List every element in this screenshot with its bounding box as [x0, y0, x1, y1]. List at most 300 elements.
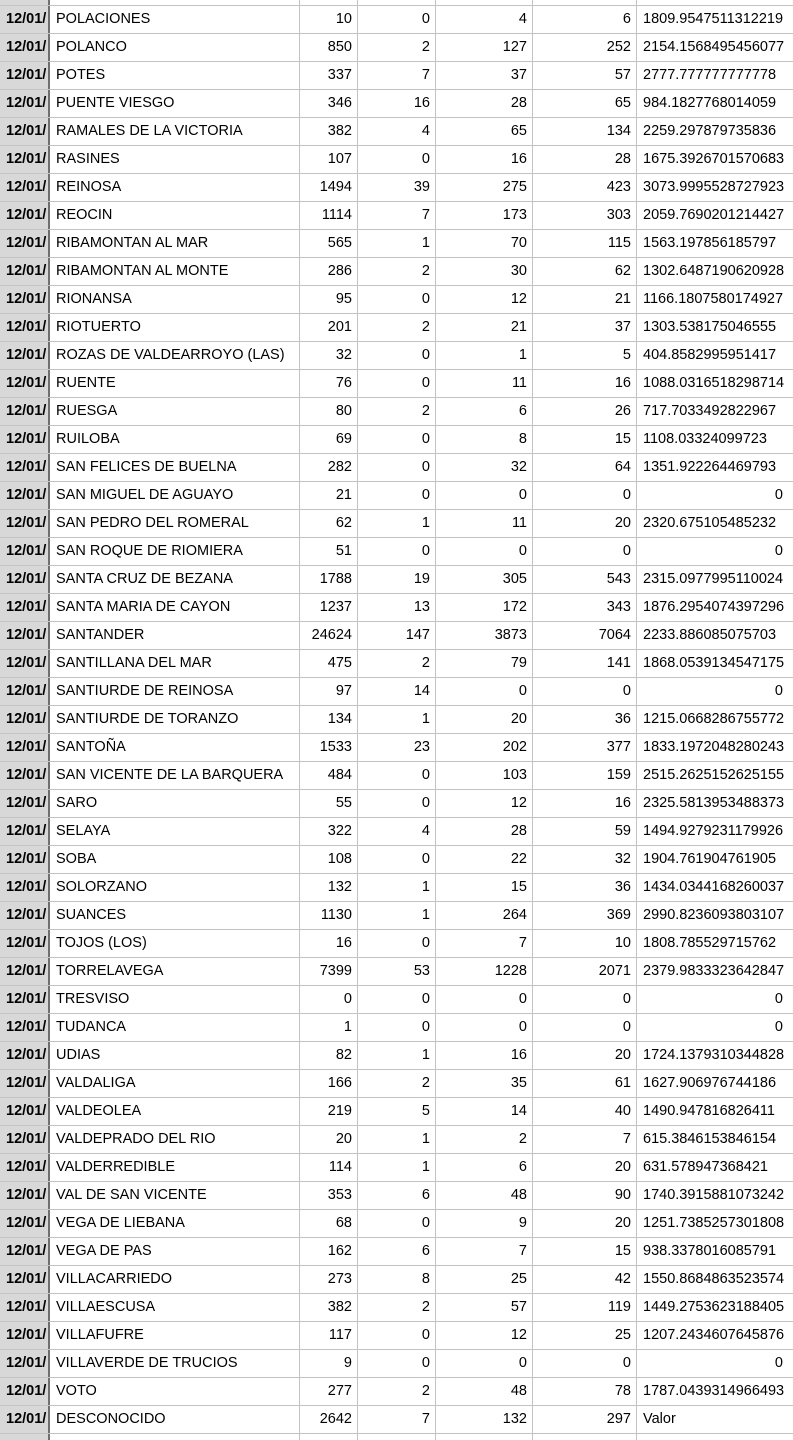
cell-date[interactable]: 12/01/ [0, 118, 50, 145]
cell-n1[interactable]: 273 [300, 1266, 358, 1293]
cell-last-value[interactable]: 1215.0668286755772 [643, 711, 785, 727]
cell-last-value[interactable]: 1088.0316518298714 [643, 375, 785, 391]
cell-n3[interactable]: 9 [436, 1210, 533, 1237]
cell-n4[interactable]: 0 [533, 678, 637, 705]
cell-n3[interactable]: 15 [436, 874, 533, 901]
cell-municipality[interactable]: VEGA DE LIEBANA [50, 1210, 300, 1237]
cell-n3[interactable]: 2 [436, 1126, 533, 1153]
cell-n3[interactable]: 16 [436, 1042, 533, 1069]
cell-n4[interactable]: 303 [533, 202, 637, 229]
cell-n1[interactable]: 1237 [300, 594, 358, 621]
cell-n4[interactable]: 134 [533, 118, 637, 145]
cell-n2[interactable]: 1 [358, 902, 436, 929]
cell-municipality[interactable]: RUESGA [50, 398, 300, 425]
cell-municipality[interactable]: SOBA [50, 846, 300, 873]
cell-n3[interactable]: 22 [436, 846, 533, 873]
cell-date[interactable]: 12/01/ [0, 342, 50, 369]
cell-n4[interactable]: 90 [533, 1182, 637, 1209]
cell-n2[interactable]: 1 [358, 1154, 436, 1181]
cell-date[interactable]: 12/01/ [0, 454, 50, 481]
cell-n2[interactable]: 5 [358, 1098, 436, 1125]
cell-n1[interactable]: 565 [300, 230, 358, 257]
cell-n2[interactable]: 0 [358, 1350, 436, 1377]
cell-n1[interactable]: 32 [300, 342, 358, 369]
cell-date[interactable]: 12/01/ [0, 202, 50, 229]
cell-n2[interactable]: 0 [358, 286, 436, 313]
cell-n1[interactable]: 82 [300, 1042, 358, 1069]
cell-municipality[interactable]: RIBAMONTAN AL MONTE [50, 258, 300, 285]
cell-last-value[interactable]: 2059.7690201214427 [643, 207, 785, 223]
cell-n4[interactable]: 16 [533, 370, 637, 397]
cell-n1[interactable]: 382 [300, 1294, 358, 1321]
cell-date[interactable]: 12/01/ [0, 1322, 50, 1349]
cell-n2[interactable]: 6 [358, 1182, 436, 1209]
cell-n1[interactable]: 51 [300, 538, 358, 565]
cell-n2[interactable]: 0 [358, 762, 436, 789]
cell-date[interactable]: 12/01/ [0, 1266, 50, 1293]
cell-n1[interactable]: 166 [300, 1070, 358, 1097]
cell-date[interactable]: 12/01/ [0, 482, 50, 509]
cell-n2[interactable]: 53 [358, 958, 436, 985]
partial-cell-date[interactable] [0, 0, 50, 5]
cell-n1[interactable]: 21 [300, 482, 358, 509]
cell-n4[interactable]: 42 [533, 1266, 637, 1293]
cell-n4[interactable]: 119 [533, 1294, 637, 1321]
cell-last-value[interactable]: 0 [774, 1019, 783, 1035]
cell-n2[interactable]: 2 [358, 650, 436, 677]
cell-municipality[interactable]: VILLACARRIEDO [50, 1266, 300, 1293]
cell-n2[interactable]: 23 [358, 734, 436, 761]
cell-last-value[interactable]: 1627.906976744186 [643, 1075, 777, 1091]
cell-last-value[interactable]: 984.1827768014059 [643, 95, 777, 111]
cell-last-value[interactable]: 3073.9995528727923 [643, 179, 785, 195]
cell-n2[interactable]: 0 [358, 538, 436, 565]
cell-last-value[interactable]: 1550.8684863523574 [643, 1271, 785, 1287]
cell-last-value[interactable]: 1207.2434607645876 [643, 1327, 785, 1343]
cell-last-value[interactable]: 2154.1568495456077 [643, 39, 785, 55]
cell-n3[interactable]: 0 [436, 678, 533, 705]
cell-n3[interactable]: 21 [436, 314, 533, 341]
cell-n1[interactable]: 20 [300, 1126, 358, 1153]
cell-date[interactable]: 12/01/ [0, 90, 50, 117]
cell-municipality[interactable]: VALDEOLEA [50, 1098, 300, 1125]
cell-n2[interactable]: 2 [358, 314, 436, 341]
cell-municipality[interactable]: VOTO [50, 1378, 300, 1405]
cell-n3[interactable]: 0 [436, 1350, 533, 1377]
cell-n4[interactable]: 62 [533, 258, 637, 285]
cell-n3[interactable]: 4 [436, 6, 533, 33]
cell-n4[interactable]: 16 [533, 790, 637, 817]
cell-municipality[interactable]: POTES [50, 62, 300, 89]
cell-last-value[interactable]: 404.8582995951417 [643, 347, 777, 363]
cell-n4[interactable]: 0 [533, 538, 637, 565]
cell-date[interactable]: 12/01/ [0, 1210, 50, 1237]
cell-n1[interactable]: 1130 [300, 902, 358, 929]
cell-n3[interactable]: 0 [436, 986, 533, 1013]
cell-n2[interactable]: 7 [358, 1406, 436, 1433]
cell-last-value[interactable]: 1108.03324099723 [643, 431, 767, 447]
cell-last-value[interactable]: 1787.0439314966493 [643, 1383, 785, 1399]
cell-municipality[interactable]: UDIAS [50, 1042, 300, 1069]
cell-n2[interactable]: 1 [358, 510, 436, 537]
cell-n1[interactable]: 475 [300, 650, 358, 677]
cell-municipality[interactable]: VALDERREDIBLE [50, 1154, 300, 1181]
cell-n4[interactable]: 21 [533, 286, 637, 313]
cell-n2[interactable]: 0 [358, 6, 436, 33]
cell-n1[interactable]: 9 [300, 1350, 358, 1377]
cell-date[interactable]: 12/01/ [0, 790, 50, 817]
cell-municipality[interactable]: RASINES [50, 146, 300, 173]
cell-n2[interactable]: 4 [358, 118, 436, 145]
cell-n4[interactable]: 343 [533, 594, 637, 621]
cell-n3[interactable]: 70 [436, 230, 533, 257]
cell-last-value[interactable]: 938.3378016085791 [643, 1243, 777, 1259]
cell-n2[interactable]: 13 [358, 594, 436, 621]
cell-municipality[interactable]: VALDEPRADO DEL RIO [50, 1126, 300, 1153]
cell-date[interactable]: 12/01/ [0, 818, 50, 845]
cell-n2[interactable]: 1 [358, 706, 436, 733]
partial-cell-n3[interactable] [436, 1434, 533, 1440]
cell-n1[interactable]: 97 [300, 678, 358, 705]
cell-n3[interactable]: 14 [436, 1098, 533, 1125]
cell-date[interactable]: 12/01/ [0, 510, 50, 537]
cell-n3[interactable]: 0 [436, 482, 533, 509]
cell-n3[interactable]: 1228 [436, 958, 533, 985]
cell-municipality[interactable]: ROZAS DE VALDEARROYO (LAS) [50, 342, 300, 369]
cell-municipality[interactable]: TUDANCA [50, 1014, 300, 1041]
cell-n4[interactable]: 0 [533, 482, 637, 509]
cell-n1[interactable]: 107 [300, 146, 358, 173]
cell-n1[interactable]: 322 [300, 818, 358, 845]
cell-date[interactable]: 12/01/ [0, 930, 50, 957]
cell-municipality[interactable]: POLACIONES [50, 6, 300, 33]
cell-n3[interactable]: 32 [436, 454, 533, 481]
cell-n3[interactable]: 173 [436, 202, 533, 229]
cell-n1[interactable]: 132 [300, 874, 358, 901]
cell-last-value[interactable]: 0 [774, 991, 783, 1007]
cell-n3[interactable]: 172 [436, 594, 533, 621]
cell-last-value[interactable]: 2515.2625152625155 [643, 767, 785, 783]
cell-municipality[interactable]: DESCONOCIDO [50, 1406, 300, 1433]
cell-last-value[interactable]: 0 [774, 487, 783, 503]
cell-municipality[interactable]: VALDALIGA [50, 1070, 300, 1097]
cell-n4[interactable]: 59 [533, 818, 637, 845]
cell-n2[interactable]: 6 [358, 1238, 436, 1265]
cell-date[interactable]: 12/01/ [0, 622, 50, 649]
cell-n2[interactable]: 14 [358, 678, 436, 705]
cell-municipality[interactable]: SANTIURDE DE REINOSA [50, 678, 300, 705]
cell-n2[interactable]: 2 [358, 1378, 436, 1405]
cell-n2[interactable]: 1 [358, 230, 436, 257]
cell-n3[interactable]: 6 [436, 1154, 533, 1181]
cell-n1[interactable]: 117 [300, 1322, 358, 1349]
cell-n3[interactable]: 25 [436, 1266, 533, 1293]
cell-municipality[interactable]: RIBAMONTAN AL MAR [50, 230, 300, 257]
cell-n1[interactable]: 108 [300, 846, 358, 873]
cell-date[interactable]: 12/01/ [0, 62, 50, 89]
cell-n4[interactable]: 2071 [533, 958, 637, 985]
cell-last-value[interactable]: 1490.947816826411 [643, 1103, 775, 1119]
cell-date[interactable]: 12/01/ [0, 398, 50, 425]
cell-n1[interactable]: 353 [300, 1182, 358, 1209]
cell-n2[interactable]: 39 [358, 174, 436, 201]
cell-date[interactable]: 12/01/ [0, 1238, 50, 1265]
cell-municipality[interactable]: SAN VICENTE DE LA BARQUERA [50, 762, 300, 789]
cell-n2[interactable]: 7 [358, 202, 436, 229]
cell-n3[interactable]: 28 [436, 818, 533, 845]
cell-n4[interactable]: 28 [533, 146, 637, 173]
cell-n2[interactable]: 1 [358, 1126, 436, 1153]
cell-date[interactable]: 12/01/ [0, 1182, 50, 1209]
cell-n3[interactable]: 20 [436, 706, 533, 733]
cell-n1[interactable]: 162 [300, 1238, 358, 1265]
cell-n2[interactable]: 2 [358, 398, 436, 425]
cell-last-value[interactable]: 1494.9279231179926 [643, 823, 784, 839]
cell-last-value[interactable]: 0 [774, 683, 783, 699]
cell-n4[interactable]: 37 [533, 314, 637, 341]
cell-date[interactable]: 12/01/ [0, 986, 50, 1013]
cell-n3[interactable]: 57 [436, 1294, 533, 1321]
cell-n2[interactable]: 19 [358, 566, 436, 593]
cell-date[interactable]: 12/01/ [0, 34, 50, 61]
cell-date[interactable]: 12/01/ [0, 426, 50, 453]
cell-n4[interactable]: 297 [533, 1406, 637, 1433]
cell-last-value[interactable]: 1302.6487190620928 [643, 263, 785, 279]
cell-date[interactable]: 12/01/ [0, 846, 50, 873]
cell-last-value[interactable]: 1563.197856185797 [643, 235, 777, 251]
cell-n4[interactable]: 10 [533, 930, 637, 957]
cell-date[interactable]: 12/01/ [0, 734, 50, 761]
cell-date[interactable]: 12/01/ [0, 706, 50, 733]
cell-n4[interactable]: 5 [533, 342, 637, 369]
cell-date[interactable]: 12/01/ [0, 174, 50, 201]
cell-n2[interactable]: 0 [358, 790, 436, 817]
cell-date[interactable]: 12/01/ [0, 1014, 50, 1041]
cell-n3[interactable]: 37 [436, 62, 533, 89]
cell-n4[interactable]: 20 [533, 1210, 637, 1237]
cell-date[interactable]: 12/01/ [0, 538, 50, 565]
cell-municipality[interactable]: RAMALES DE LA VICTORIA [50, 118, 300, 145]
cell-n1[interactable]: 80 [300, 398, 358, 425]
cell-date[interactable]: 12/01/ [0, 594, 50, 621]
cell-n4[interactable]: 65 [533, 90, 637, 117]
cell-n2[interactable]: 0 [358, 1322, 436, 1349]
cell-last-value[interactable]: 717.7033492822967 [643, 403, 777, 419]
cell-n3[interactable]: 11 [436, 510, 533, 537]
cell-n2[interactable]: 8 [358, 1266, 436, 1293]
partial-cell-n1[interactable] [300, 0, 358, 5]
cell-municipality[interactable]: SOLORZANO [50, 874, 300, 901]
cell-n1[interactable]: 2642 [300, 1406, 358, 1433]
cell-municipality[interactable]: VAL DE SAN VICENTE [50, 1182, 300, 1209]
cell-last-value[interactable]: 2990.8236093803107 [643, 907, 785, 923]
cell-n4[interactable]: 7064 [533, 622, 637, 649]
cell-municipality[interactable]: SAN ROQUE DE RIOMIERA [50, 538, 300, 565]
cell-n2[interactable]: 0 [358, 454, 436, 481]
cell-n4[interactable]: 369 [533, 902, 637, 929]
cell-municipality[interactable]: SANTA MARIA DE CAYON [50, 594, 300, 621]
cell-n4[interactable]: 423 [533, 174, 637, 201]
cell-municipality[interactable]: SAN FELICES DE BUELNA [50, 454, 300, 481]
cell-date[interactable]: 12/01/ [0, 1350, 50, 1377]
cell-last-value[interactable]: 1166.1807580174927 [643, 291, 784, 307]
cell-n1[interactable]: 1788 [300, 566, 358, 593]
cell-n4[interactable]: 36 [533, 706, 637, 733]
cell-municipality[interactable]: PUENTE VIESGO [50, 90, 300, 117]
cell-n3[interactable]: 3873 [436, 622, 533, 649]
cell-last-value[interactable]: 2315.0977995110024 [643, 571, 784, 587]
cell-n2[interactable]: 7 [358, 62, 436, 89]
cell-n3[interactable]: 8 [436, 426, 533, 453]
cell-municipality[interactable]: VILLAESCUSA [50, 1294, 300, 1321]
cell-last-value[interactable]: 0 [774, 543, 783, 559]
cell-last-value[interactable]: 631.578947368421 [643, 1159, 768, 1175]
cell-date[interactable]: 12/01/ [0, 650, 50, 677]
cell-date[interactable]: 12/01/ [0, 958, 50, 985]
cell-last-value[interactable]: 2320.675105485232 [643, 515, 777, 531]
cell-n4[interactable]: 20 [533, 510, 637, 537]
cell-n1[interactable]: 24624 [300, 622, 358, 649]
cell-municipality[interactable]: SANTANDER [50, 622, 300, 649]
cell-date[interactable]: 12/01/ [0, 874, 50, 901]
cell-n1[interactable]: 1494 [300, 174, 358, 201]
cell-municipality[interactable]: TOJOS (LOS) [50, 930, 300, 957]
cell-last-value[interactable]: 1449.2753623188405 [643, 1299, 785, 1315]
cell-n4[interactable]: 252 [533, 34, 637, 61]
cell-n1[interactable]: 286 [300, 258, 358, 285]
cell-n1[interactable]: 76 [300, 370, 358, 397]
cell-n3[interactable]: 30 [436, 258, 533, 285]
cell-date[interactable]: 12/01/ [0, 1098, 50, 1125]
cell-n4[interactable]: 115 [533, 230, 637, 257]
cell-last-value[interactable]: 1868.0539134547175 [643, 655, 785, 671]
cell-n4[interactable]: 543 [533, 566, 637, 593]
cell-n3[interactable]: 0 [436, 1014, 533, 1041]
cell-last-value[interactable]: 615.3846153846154 [643, 1131, 777, 1147]
cell-n2[interactable]: 0 [358, 930, 436, 957]
partial-cell-last[interactable] [637, 1434, 793, 1440]
cell-last-value[interactable]: 1724.1379310344828 [643, 1047, 785, 1063]
cell-n3[interactable]: 48 [436, 1378, 533, 1405]
cell-n1[interactable]: 134 [300, 706, 358, 733]
cell-last-value[interactable]: 1904.761904761905 [643, 851, 777, 867]
cell-last-value[interactable]: 1675.3926701570683 [643, 151, 785, 167]
cell-n3[interactable]: 1 [436, 342, 533, 369]
cell-date[interactable]: 12/01/ [0, 286, 50, 313]
cell-municipality[interactable]: SAN PEDRO DEL ROMERAL [50, 510, 300, 537]
cell-n4[interactable]: 25 [533, 1322, 637, 1349]
cell-n3[interactable]: 48 [436, 1182, 533, 1209]
cell-n1[interactable]: 68 [300, 1210, 358, 1237]
cell-n2[interactable]: 0 [358, 342, 436, 369]
cell-municipality[interactable]: TRESVISO [50, 986, 300, 1013]
cell-last-value[interactable]: 1808.785529715762 [643, 935, 777, 951]
cell-last-value[interactable]: 1303.538175046555 [643, 319, 777, 335]
cell-n4[interactable]: 57 [533, 62, 637, 89]
cell-n4[interactable]: 0 [533, 1350, 637, 1377]
cell-n4[interactable]: 0 [533, 1014, 637, 1041]
cell-n2[interactable]: 2 [358, 1070, 436, 1097]
cell-n3[interactable]: 305 [436, 566, 533, 593]
cell-municipality[interactable]: VEGA DE PAS [50, 1238, 300, 1265]
partial-cell-n1[interactable] [300, 1434, 358, 1440]
cell-municipality[interactable]: VILLAVERDE DE TRUCIOS [50, 1350, 300, 1377]
cell-n2[interactable]: 147 [358, 622, 436, 649]
cell-n1[interactable]: 277 [300, 1378, 358, 1405]
cell-municipality[interactable]: REOCIN [50, 202, 300, 229]
cell-n2[interactable]: 16 [358, 90, 436, 117]
cell-n4[interactable]: 159 [533, 762, 637, 789]
partial-cell-municipality[interactable] [50, 0, 300, 5]
cell-date[interactable]: 12/01/ [0, 1154, 50, 1181]
cell-n4[interactable]: 377 [533, 734, 637, 761]
cell-date[interactable]: 12/01/ [0, 902, 50, 929]
cell-municipality[interactable]: SANTILLANA DEL MAR [50, 650, 300, 677]
cell-date[interactable]: 12/01/ [0, 146, 50, 173]
cell-n2[interactable]: 0 [358, 426, 436, 453]
cell-last-value[interactable]: Valor [643, 1411, 676, 1427]
cell-last-value[interactable]: 2233.886085075703 [643, 627, 777, 643]
cell-date[interactable]: 12/01/ [0, 678, 50, 705]
cell-n2[interactable]: 1 [358, 874, 436, 901]
cell-last-value[interactable]: 1809.9547511312219 [643, 11, 784, 27]
cell-n1[interactable]: 219 [300, 1098, 358, 1125]
cell-last-value[interactable]: 1251.7385257301808 [643, 1215, 785, 1231]
cell-n3[interactable]: 79 [436, 650, 533, 677]
cell-n4[interactable]: 0 [533, 986, 637, 1013]
cell-municipality[interactable]: VILLAFUFRE [50, 1322, 300, 1349]
cell-n1[interactable]: 346 [300, 90, 358, 117]
cell-municipality[interactable]: SAN MIGUEL DE AGUAYO [50, 482, 300, 509]
cell-n4[interactable]: 32 [533, 846, 637, 873]
cell-date[interactable]: 12/01/ [0, 1042, 50, 1069]
cell-n1[interactable]: 337 [300, 62, 358, 89]
cell-n2[interactable]: 2 [358, 258, 436, 285]
cell-n2[interactable]: 0 [358, 1210, 436, 1237]
cell-n1[interactable]: 382 [300, 118, 358, 145]
cell-municipality[interactable]: SANTIURDE DE TORANZO [50, 706, 300, 733]
cell-n4[interactable]: 40 [533, 1098, 637, 1125]
partial-cell-n3[interactable] [436, 0, 533, 5]
cell-n3[interactable]: 0 [436, 538, 533, 565]
cell-last-value[interactable]: 2259.297879735836 [643, 123, 777, 139]
cell-n2[interactable]: 0 [358, 846, 436, 873]
cell-n2[interactable]: 2 [358, 34, 436, 61]
cell-date[interactable]: 12/01/ [0, 1126, 50, 1153]
cell-municipality[interactable]: SUANCES [50, 902, 300, 929]
cell-n4[interactable]: 78 [533, 1378, 637, 1405]
cell-n1[interactable]: 114 [300, 1154, 358, 1181]
cell-n1[interactable]: 62 [300, 510, 358, 537]
cell-n2[interactable]: 0 [358, 370, 436, 397]
cell-n3[interactable]: 7 [436, 1238, 533, 1265]
cell-n1[interactable]: 282 [300, 454, 358, 481]
cell-last-value[interactable]: 0 [774, 1355, 783, 1371]
cell-last-value[interactable]: 1351.922264469793 [643, 459, 777, 475]
cell-n1[interactable]: 201 [300, 314, 358, 341]
cell-n3[interactable]: 16 [436, 146, 533, 173]
cell-n4[interactable]: 20 [533, 1154, 637, 1181]
cell-n3[interactable]: 65 [436, 118, 533, 145]
cell-date[interactable]: 12/01/ [0, 1406, 50, 1433]
cell-municipality[interactable]: RIOTUERTO [50, 314, 300, 341]
cell-date[interactable]: 12/01/ [0, 762, 50, 789]
cell-date[interactable]: 12/01/ [0, 230, 50, 257]
cell-n4[interactable]: 36 [533, 874, 637, 901]
cell-date[interactable]: 12/01/ [0, 6, 50, 33]
cell-date[interactable]: 12/01/ [0, 1294, 50, 1321]
cell-n3[interactable]: 35 [436, 1070, 533, 1097]
